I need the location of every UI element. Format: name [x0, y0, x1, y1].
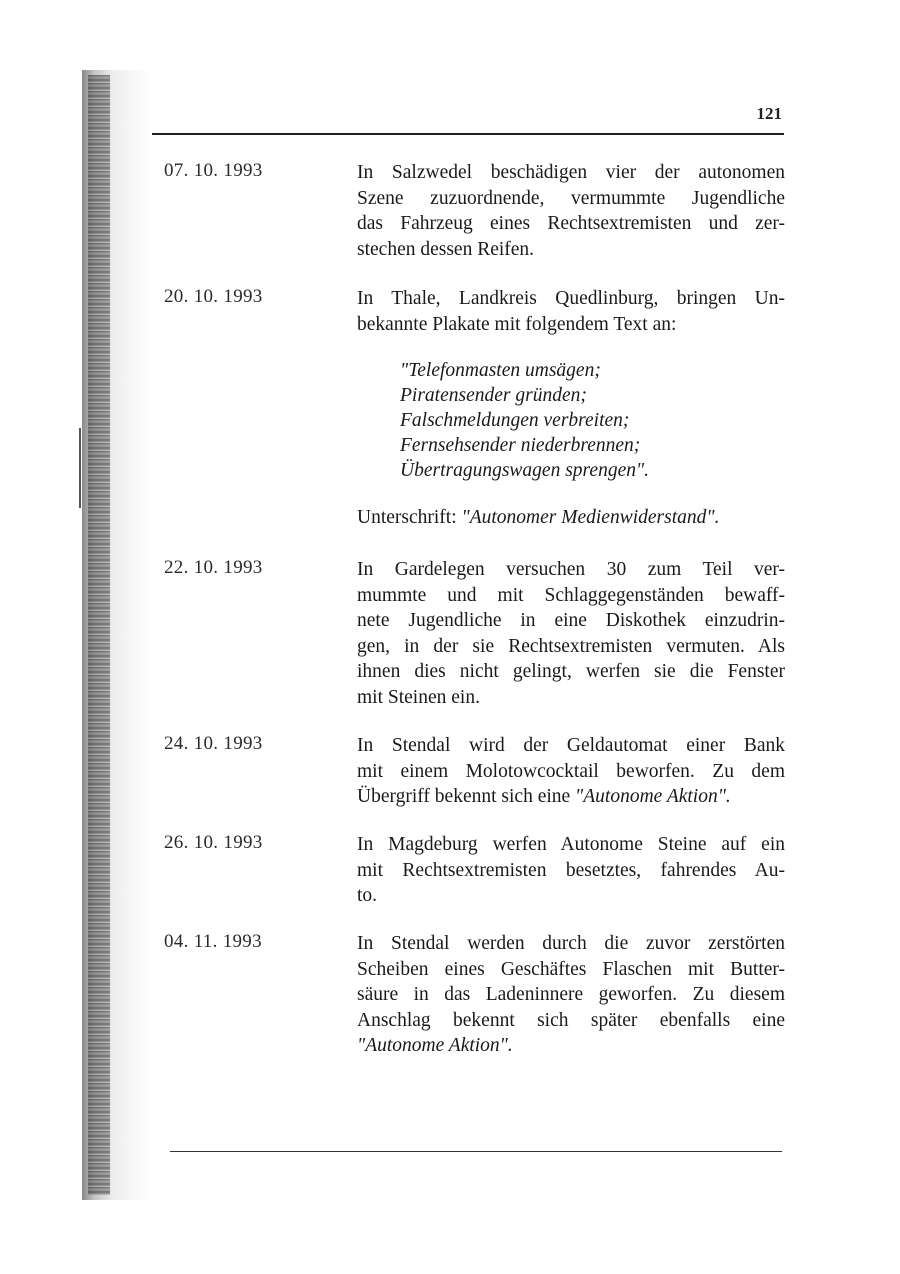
text-line: säure in das Ladeninnere geworfen. Zu diesem	[357, 984, 785, 1005]
text-line: Scheiben eines Geschäftes Flaschen mit Butter-	[357, 958, 785, 980]
text-line: nete Jugendliche in eine Diskothek einzudrin-	[357, 610, 785, 631]
text-line: In Magdeburg werfen Autonome Steine auf ein	[357, 834, 785, 855]
group-name: "Autonome Aktion".	[357, 1035, 513, 1056]
text-line: In Gardelegen versuchen 30 zum Teil ver-	[357, 559, 785, 580]
text-line	[357, 784, 785, 810]
signature-value: "Autonomer Medienwiderstand".	[461, 507, 720, 528]
text-line: mummte und mit Schlaggegenständen bewaff-	[357, 584, 785, 606]
text-line: to.	[357, 885, 378, 906]
slogan-line: "Telefonmasten umsägen;	[400, 360, 601, 381]
entry-date: 22. 10. 1993	[164, 557, 263, 578]
header-rule	[152, 133, 784, 135]
entry-text	[357, 557, 785, 710]
slogan-line: Übertragungswagen sprengen".	[400, 460, 650, 481]
text-line: In Stendal wird der Geldautomat einer Bank	[357, 735, 785, 756]
scan-shadow-edge	[88, 75, 110, 1195]
entry-date: 26. 10. 1993	[164, 832, 263, 853]
entry-text	[357, 286, 785, 337]
entry-date: 04. 11. 1993	[164, 931, 262, 952]
text-line: mit Steinen ein.	[357, 686, 480, 708]
signature-label: Unterschrift:	[357, 507, 457, 528]
text-line: In Salzwedel beschädigen vier der autonomen	[357, 162, 785, 183]
text-line: ihnen dies nicht gelingt, werfen sie die Fenster	[357, 661, 785, 682]
slogan-line: Falschmeldungen verbreiten;	[400, 410, 630, 431]
text-line: stechen dessen Reifen.	[357, 238, 535, 260]
text-line: Szene zuzuordnende, vermummte Jugendliche	[357, 187, 785, 209]
poster-slogans	[400, 358, 760, 483]
text-line: gen, in der sie Rechtsextremisten vermuten. Als	[357, 635, 785, 657]
entry-date: 24. 10. 1993	[164, 733, 263, 754]
slogan-line: Fernsehsender niederbrennen;	[400, 435, 641, 456]
text-line: mit Rechtsextremisten besetztes, fahrendes Au-	[357, 859, 785, 881]
page-number: 121	[756, 104, 782, 123]
entry-text	[357, 832, 785, 909]
poster-signature	[357, 507, 787, 529]
text-line: das Fahrzeug eines Rechtsextremisten und zer-	[357, 213, 785, 234]
entry-date: 07. 10. 1993	[164, 160, 263, 181]
entry-date: 20. 10. 1993	[164, 286, 263, 307]
text-line: In Thale, Landkreis Quedlinburg, bringen Un-	[357, 288, 785, 309]
entry-text	[357, 931, 785, 1059]
text-line: mit einem Molotowcocktail beworfen. Zu dem	[357, 760, 785, 782]
text-line: In Stendal werden durch die zuvor zerstörten	[357, 933, 785, 954]
slogan-line: Piratensender gründen;	[400, 385, 587, 406]
entry-text	[357, 733, 785, 810]
text-line: Anschlag bekennt sich später ebenfalls eine	[357, 1009, 785, 1031]
entry-text	[357, 160, 785, 262]
text-line	[357, 1033, 785, 1059]
group-name: "Autonome Aktion".	[575, 786, 731, 807]
footer-rule	[170, 1151, 782, 1152]
text-fragment: Übergriff bekennt sich eine	[357, 786, 571, 807]
text-line: bekannte Plakate mit folgendem Text an:	[357, 313, 677, 335]
margin-mark	[79, 428, 81, 508]
